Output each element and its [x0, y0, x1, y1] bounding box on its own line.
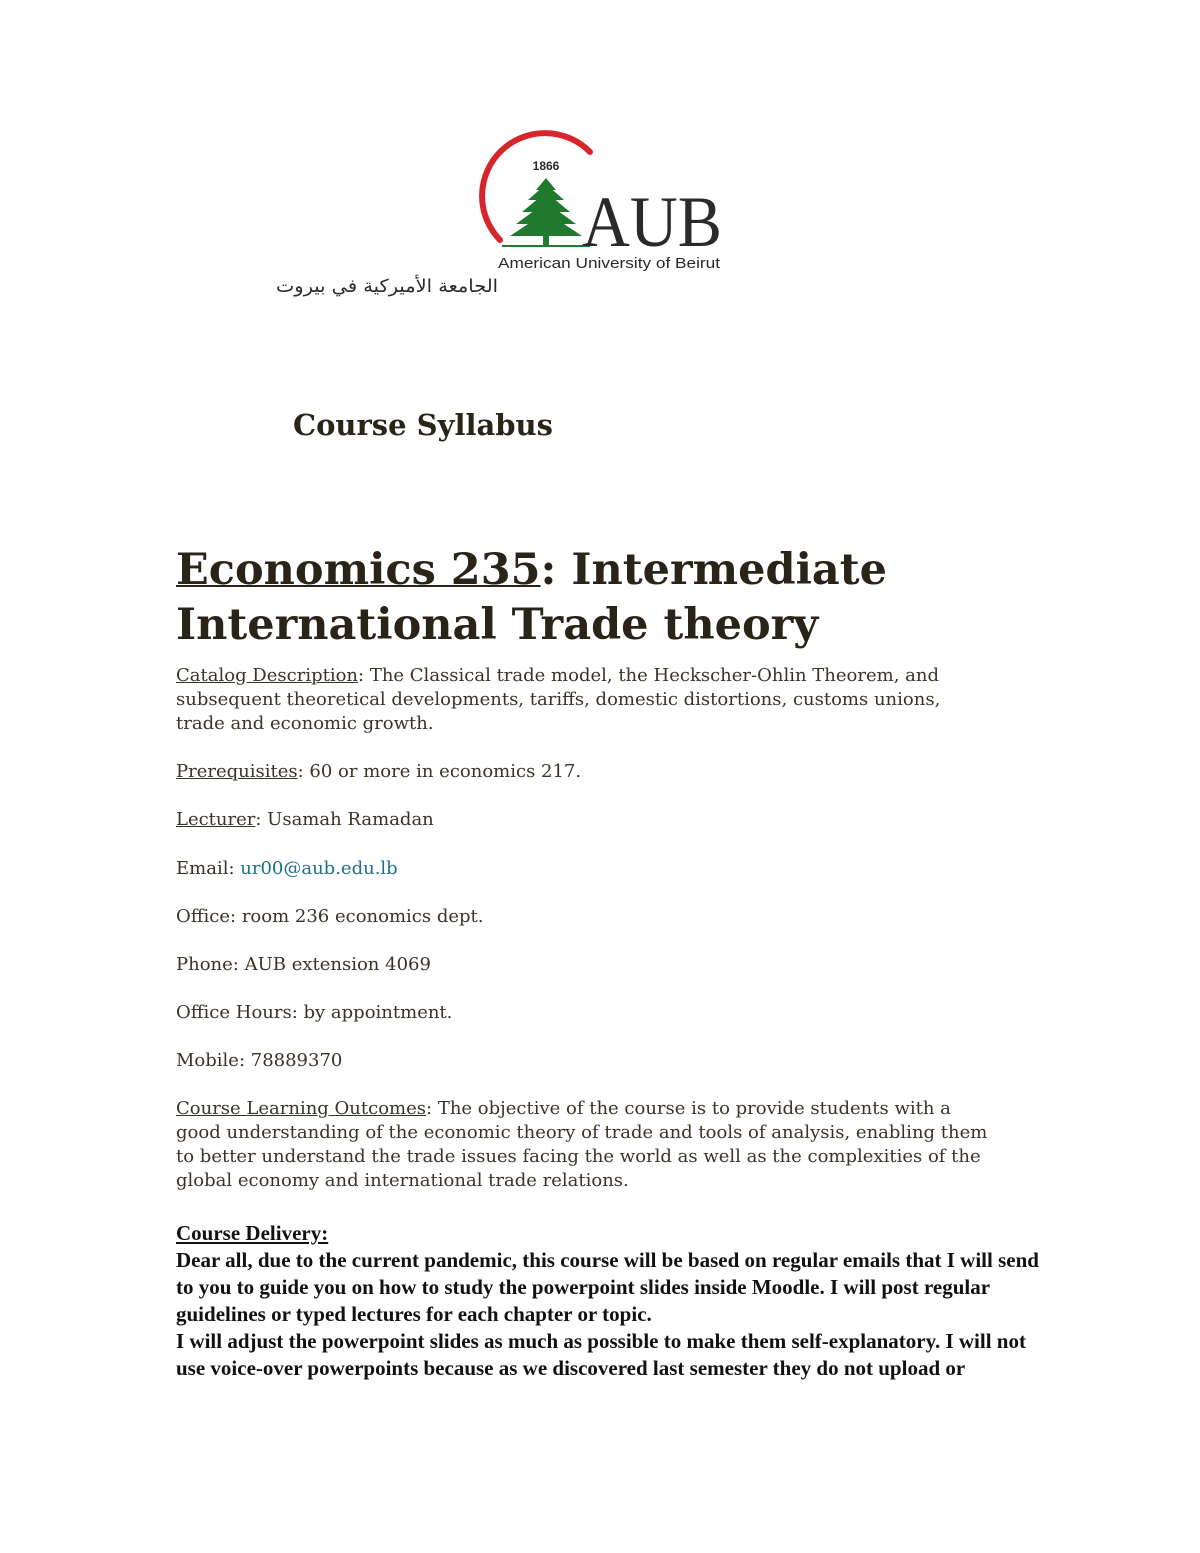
catalog-description — [176, 664, 1026, 736]
catalog-label: Catalog Description — [176, 665, 359, 686]
lecturer — [176, 808, 1026, 832]
delivery-line-5: use voice-over powerpoints because as we discovered last semester they do not upload or — [176, 1356, 966, 1380]
aub-logo-graphic — [276, 140, 728, 300]
catalog-line-2: subsequent theoretical developments, tariffs, domestic distortions, customs unions, — [176, 689, 941, 710]
title-line1: Intermediate — [571, 545, 887, 595]
lecturer-sep: : — [255, 809, 268, 830]
delivery-line-3: guidelines or typed lectures for each chapter or topic. — [176, 1302, 652, 1326]
cedar-tree-icon — [510, 178, 582, 246]
outcomes-sep: : — [426, 1098, 438, 1119]
catalog-sep: : — [358, 665, 370, 686]
office-hours: Office Hours: by appointment. — [176, 1002, 453, 1023]
prerequisites-label: Prerequisites — [176, 761, 298, 782]
logo-name: AUB — [582, 182, 722, 262]
outcomes-line-3: to better understand the trade issues facing the world as well as the complexities of the — [176, 1146, 981, 1167]
delivery-label: Course Delivery: — [176, 1221, 329, 1245]
mobile: Mobile: 78889370 — [176, 1050, 343, 1071]
document-subtitle: Course Syllabus — [293, 408, 553, 442]
learning-outcomes — [176, 1097, 1026, 1193]
prerequisites-sep: : — [297, 761, 310, 782]
email-label: Email: — [176, 858, 241, 879]
catalog-line-1: The Classical trade model, the Heckscher-Ohlin Theorem, and — [369, 665, 939, 686]
title-separator: : — [540, 545, 572, 595]
delivery-line-2: to you to guide you on how to study the powerpoint slides inside Moodle. I will post regular — [176, 1275, 991, 1299]
logo-arabic-name: الجامعة الأميركية في بيروت — [276, 276, 483, 297]
phone: Phone: AUB extension 4069 — [176, 954, 431, 975]
outcomes-line-4: global economy and international trade relations. — [176, 1170, 629, 1191]
logo-year: 1866 — [532, 159, 560, 173]
catalog-line-3: trade and economic growth. — [176, 713, 434, 734]
logo-english-name: American University of Beirut — [498, 255, 721, 272]
prerequisites — [176, 760, 1026, 784]
course-title — [176, 543, 1076, 653]
aub-logo — [276, 140, 728, 300]
course-delivery — [176, 1220, 1161, 1382]
office: Office: room 236 economics dept. — [176, 906, 484, 927]
course-code: Economics 235 — [176, 545, 541, 595]
title-line2: International Trade theory — [176, 600, 819, 650]
delivery-line-1: Dear all, due to the current pandemic, this course will be based on regular emails that I will send — [176, 1248, 1039, 1272]
prerequisites-value: 60 or more in economics 217. — [309, 761, 582, 782]
outcomes-line-2: good understanding of the economic theory of trade and tools of analysis, enabling them — [176, 1122, 988, 1143]
delivery-line-4: I will adjust the powerpoint slides as much as possible to make them self-explanatory. I will not — [176, 1329, 1026, 1353]
lecturer-value: Usamah Ramadan — [267, 809, 434, 830]
email — [176, 857, 1026, 881]
outcomes-label: Course Learning Outcomes — [176, 1098, 427, 1119]
lecturer-label: Lecturer — [176, 809, 256, 830]
outcomes-line-1: The objective of the course is to provide students with a — [437, 1098, 951, 1119]
email-link[interactable]: ur00@aub.edu.lb — [240, 858, 398, 879]
